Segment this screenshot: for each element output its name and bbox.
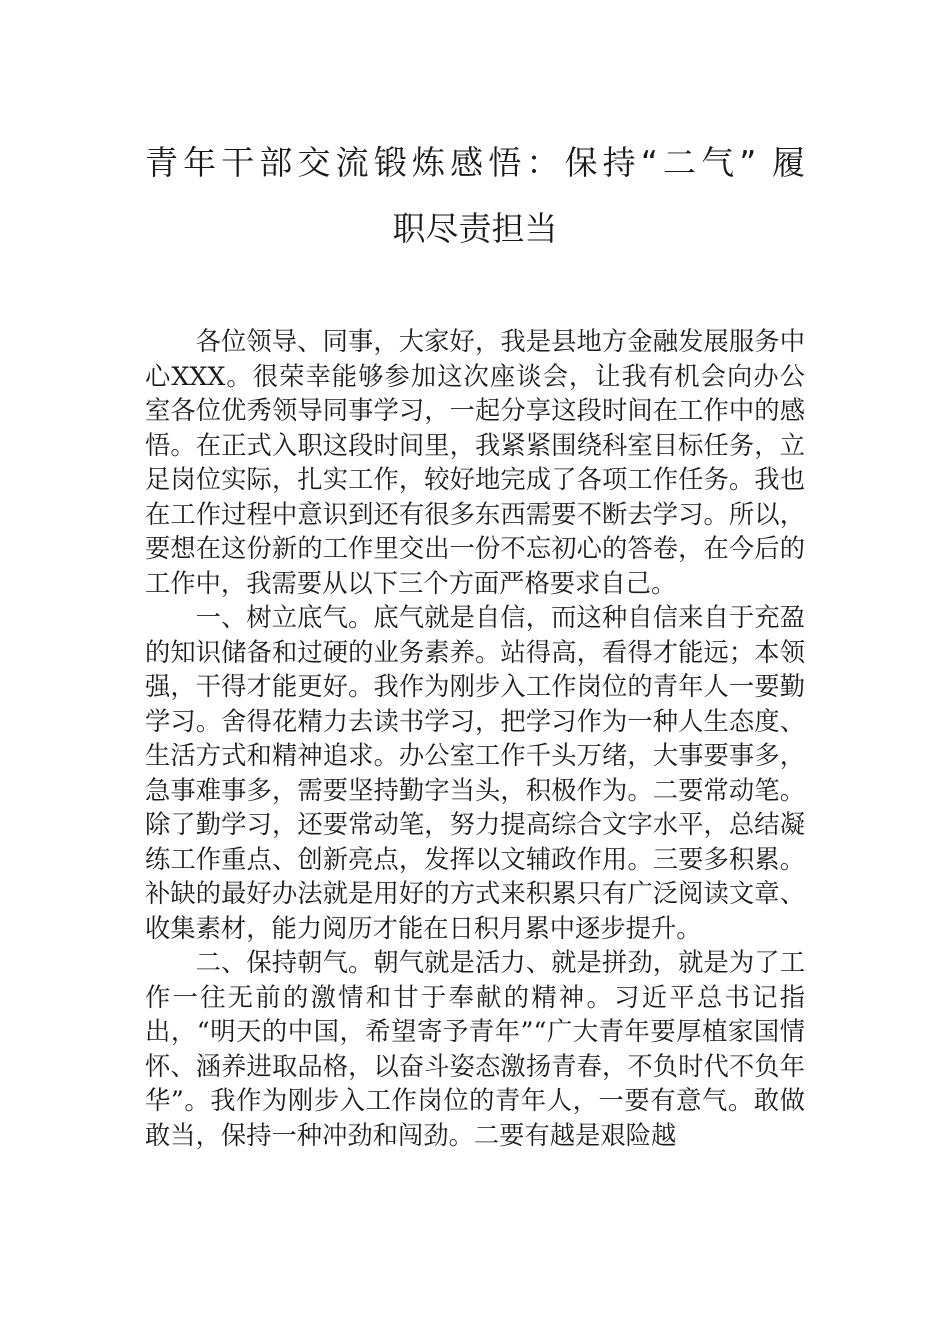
paragraph-section-2: 二、保持朝气。朝气就是活力、就是拼劲，就是为了工作一往无前的激情和甘于奉献的精神。习近平总书记指出，“明天的中国，希望寄予青年”“广大青年要厚植家国情怀、涵养进取品格，以奋斗姿态激扬青春，不负时代不负年华”。我作为刚步入工作岗位的青年人，一要有意气。敢做敢当，保持一种冲劲和闯劲。二要有越是艰险越 [145,948,805,1150]
title-line-2: 职尽责担当 [392,209,558,248]
title-line-1: 青年干部交流锻炼感悟：保持“二气” 履 [145,143,805,182]
document-title [145,130,805,262]
paragraph-intro: 各位领导、同事，大家好，我是县地方金融发展服务中心XXX。很荣幸能够参加这次座谈会，让我有机会向办公室各位优秀领导同事学习，一起分享这段时间在工作中的感悟。在正式入职这段时间里，我紧紧围绕科室目标任务，立足岗位实际，扎实工作，较好地完成了各项工作任务。我也在工作过程中意识到还有很多东西需要不断去学习。所以，要想在这份新的工作里交出一份不忘初心的答卷，在今后的工作中，我需要从以下三个方面严格要求自己。 [145,327,805,598]
document-body [145,325,805,1153]
paragraph-section-1: 一、树立底气。底气就是自信，而这种自信来自于充盈的知识储备和过硬的业务素养。站得高，看得才能远；本领强，干得才能更好。我作为刚步入工作岗位的青年人一要勤学习。舍得花精力去读书学习，把学习作为一种人生态度、生活方式和精神追求。办公室工作千头万绪，大事要事多，急事难事多，需要坚持勤字当头，积极作为。二要常动笔。除了勤学习，还要常动笔，努力提高综合文字水平，总结凝练工作重点、创新亮点，发挥以文辅政作用。三要多积累。补缺的最好办法就是用好的方式来积累只有广泛阅读文章、收集素材，能力阅历才能在日积月累中逐步提升。 [145,603,805,943]
